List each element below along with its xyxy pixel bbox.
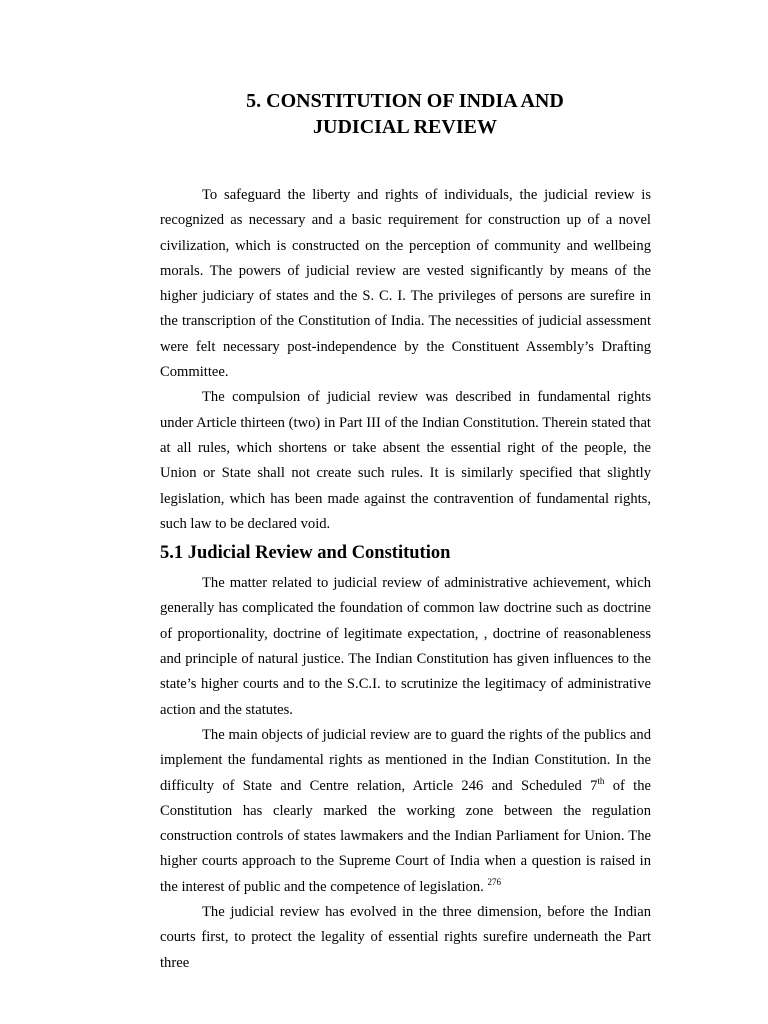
- body-text: [160, 183, 651, 976]
- paragraph-4: [160, 723, 651, 900]
- section-heading: 5.1 Judicial Review and Constitution: [160, 543, 451, 564]
- chapter-title-line-1: 5. CONSTITUTION OF INDIA AND: [246, 90, 564, 112]
- chapter-title: [160, 88, 650, 140]
- paragraph-4-part-2: of the Constitution has clearly marked the working zone between the regulation construction controls of states lawmakers and the Indian Parliament for Union. The higher courts approach to the Supreme Court of India when a question is raised in the interest of public and the competence of legislation.: [160, 777, 651, 895]
- ordinal-suffix: th: [597, 775, 605, 786]
- paragraph-3: The matter related to judicial review of administrative achievement, which generally has complicated the foundation of common law doctrine such as doctrine of proportionality, doctrine of legitimate expectation, , doctrine of reasonableness and principle of natural justice. The Indian Constitution has given influences to the state’s higher courts and to the S.C.I. to scrutinize the legitimacy of administrative action and the statutes.: [160, 575, 651, 718]
- paragraph-4-part-1: The main objects of judicial review are to guard the rights of the publics and implement the fundamental rights as mentioned in the Indian Constitution. In the difficulty of State and Centre relation, Article 246 and Scheduled 7: [160, 726, 651, 794]
- paragraph-2: The compulsion of judicial review was described in fundamental rights under Article thirteen (two) in Part III of the Indian Constitution. Therein stated that at all rules, which shortens or take absent the essential right of the people, the Union or State shall not create such rules. It is similarly specified that slightly legislation, which has been made against the contravention of fundamental rights, such law to be declared void.: [160, 389, 651, 532]
- paragraph-5: The judicial review has evolved in the three dimension, before the Indian courts first, to protect the legality of essential rights surefire underneath the Part three: [160, 904, 651, 971]
- footnote-marker: 276: [487, 876, 501, 887]
- chapter-title-line-2: JUDICIAL REVIEW: [313, 116, 497, 138]
- paragraph-1: To safeguard the liberty and rights of individuals, the judicial review is recognized as necessary and a basic requirement for construction up of a novel civilization, which is constructed on the perception of community and wellbeing morals. The powers of judicial review are vested significantly by means of the higher judiciary of states and the S. C. I. The privileges of persons are surefire in the transcription of the Constitution of India. The necessities of judicial assessment were felt necessary post-independence by the Constituent Assembly’s Drafting Committee.: [160, 187, 651, 381]
